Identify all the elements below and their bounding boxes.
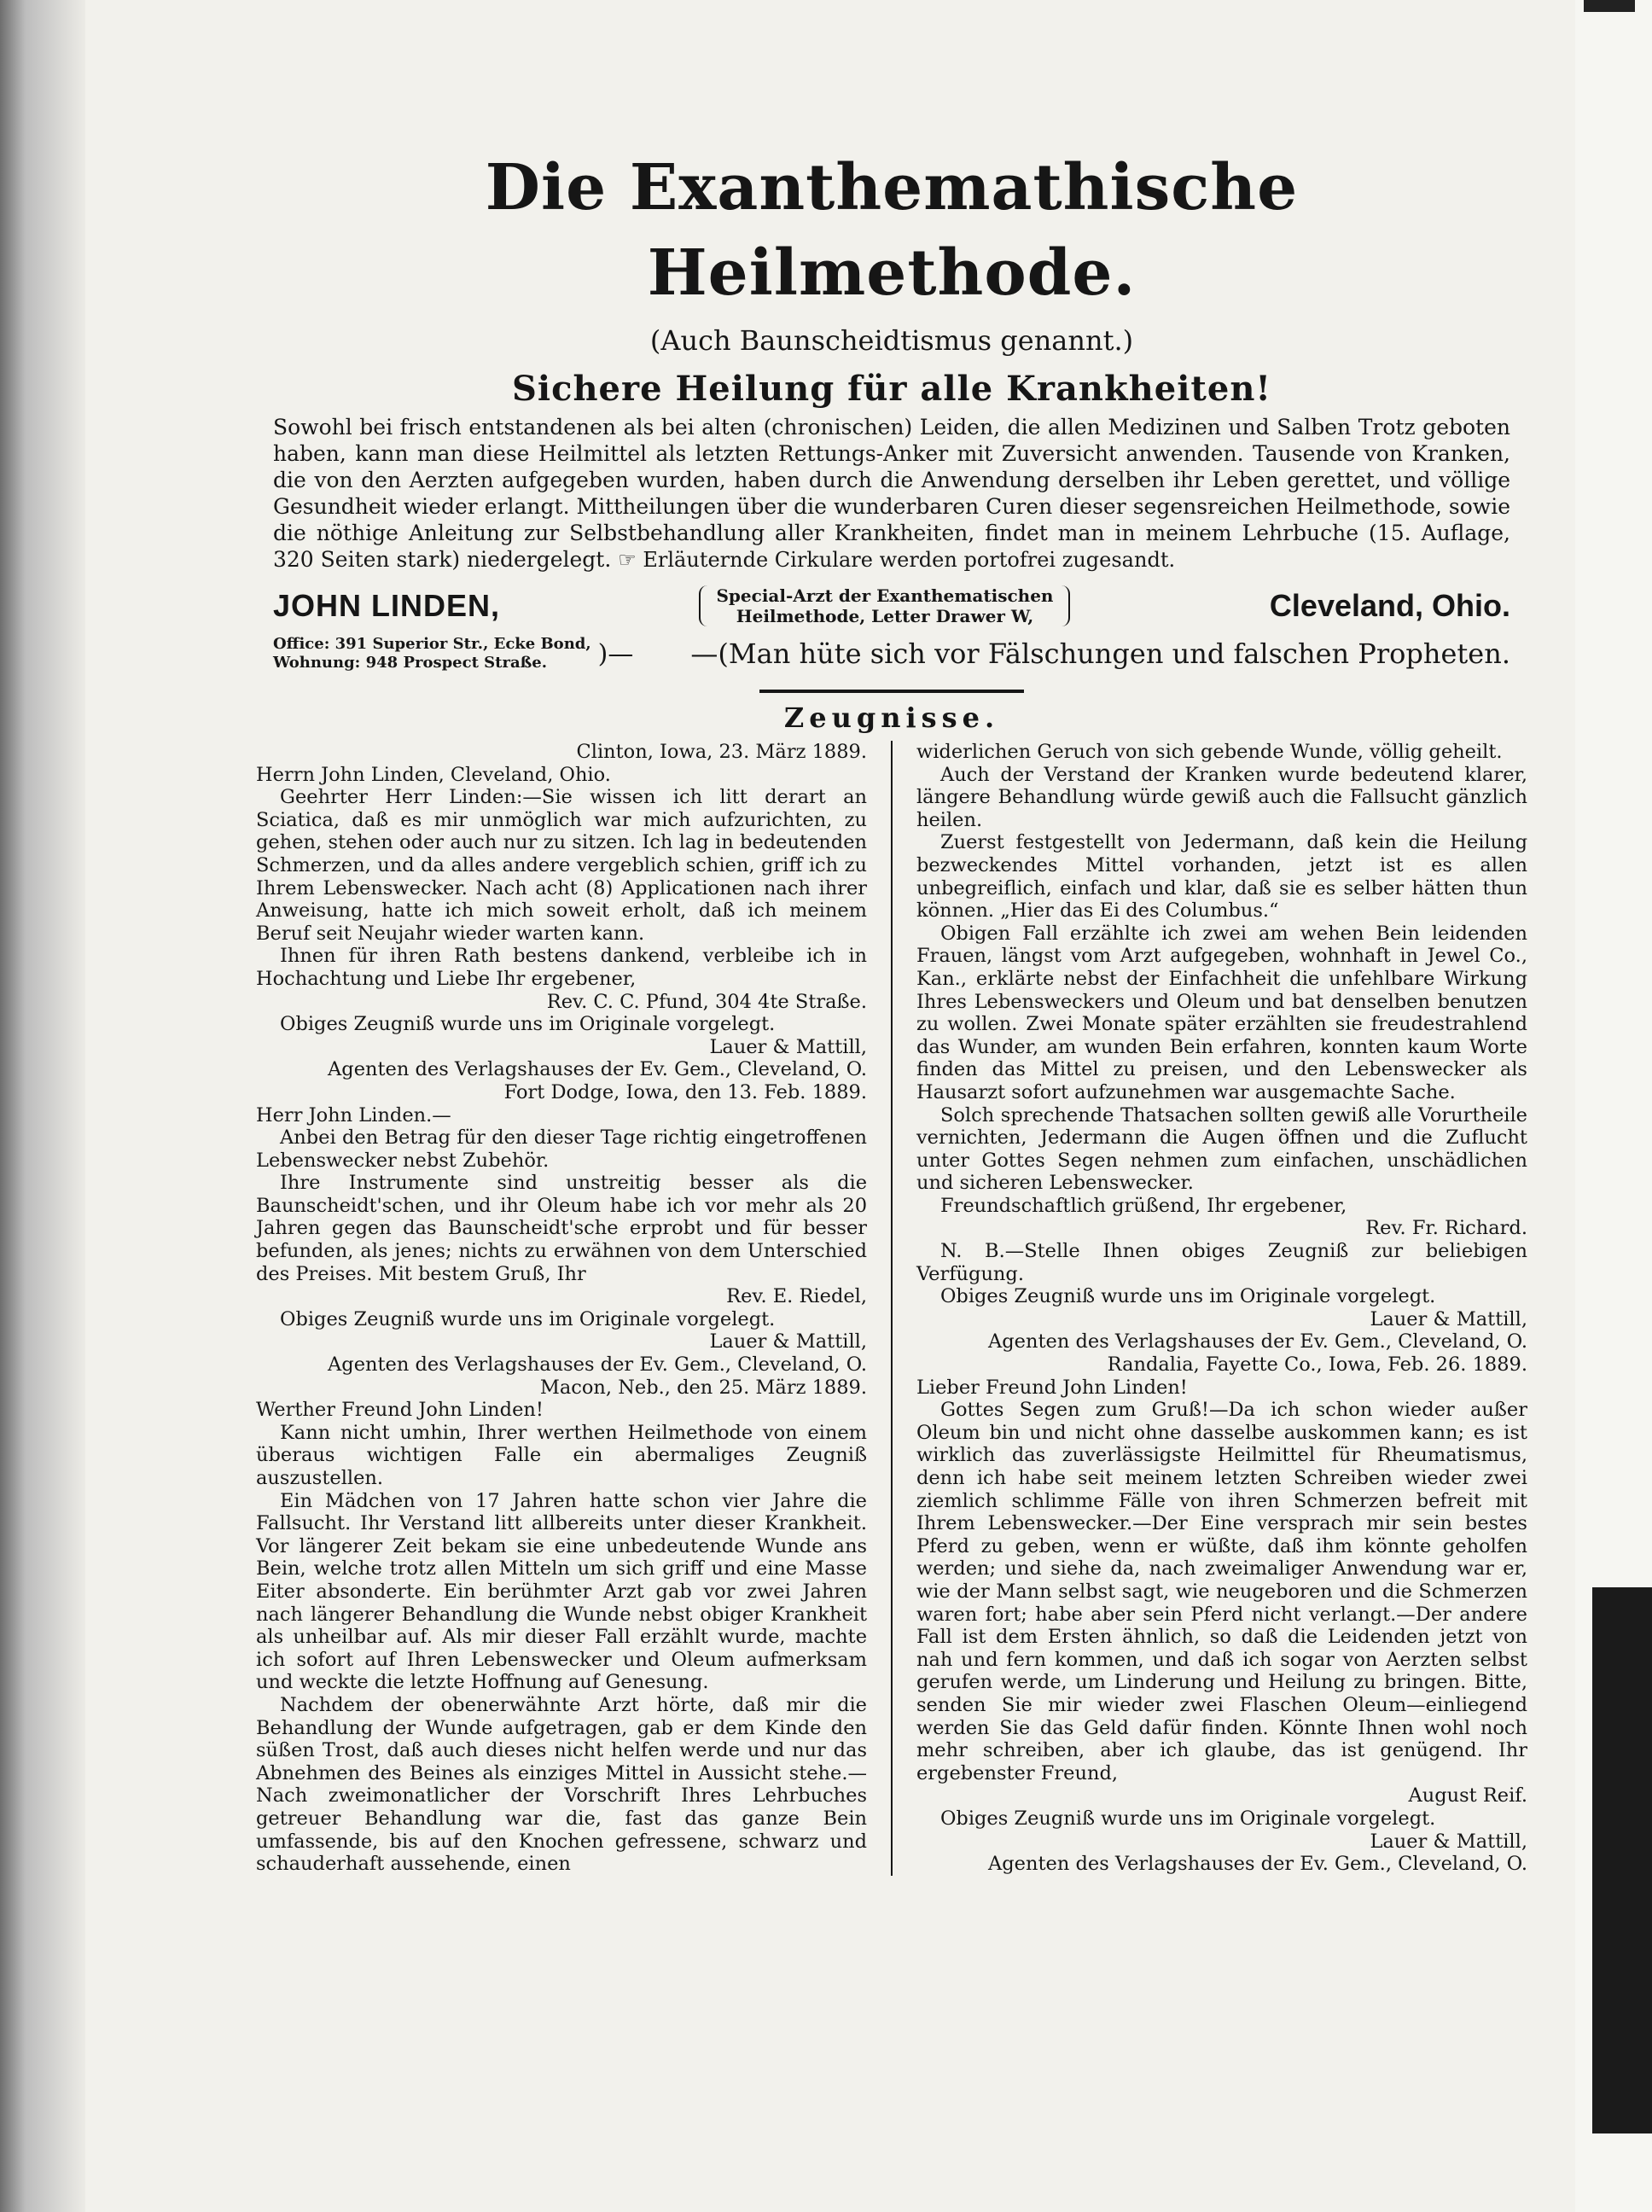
testimonial-line: Lauer & Mattill, [1370,1830,1527,1853]
testimonial-line: Lauer & Mattill, [1370,1307,1527,1330]
testimonial-line: Agenten des Verlagshauses der Ev. Gem., Cleveland, O. [988,1853,1527,1876]
testimonial-line: Geehrter Herr Linden:—Sie wissen ich litt derart an Sciatica, daß es mir unmöglich war mich aufzurichten, zu gehen, stehen oder auch nur zu sitzen. Ich lag in bedeutenden Schmerzen, und da alles andere vergeblich schien, griff ich zu Ihrem Lebenswecker. Nach acht (8) Applicationen nach ihrer Anweisung, hatte ich mich soweit erholt, daß ich meinem Beruf seit Neujahr wieder warten kann. [256,786,868,945]
warning-text: —(Man hüte sich vor Fälschungen und falschen Propheten. [690,637,1510,670]
scan-dark-strip [1592,1587,1652,2133]
testimonial-line: Freundschaftlich grüßend, Ihr ergebener, [939,1194,1347,1217]
testimonial-line: widerlichen Geruch von sich gebende Wunde, völlig geheilt. [916,741,1503,763]
testimonial-line: Macon, Neb., den 25. März 1889. [539,1376,868,1399]
left-column [256,741,867,1876]
residence-address: Wohnung: 948 Prospect Straße. [273,654,548,672]
testimonials-title: Zeugnisse. [783,701,1000,734]
right-column [916,741,1527,1876]
testimonial-line: Rev. Fr. Richard. [1365,1217,1527,1240]
testimonial-line: August Reif. [1408,1784,1527,1807]
advertiser-role [699,585,1070,626]
testimonial-line: Anbei den Betrag für den dieser Tage richtig eingetroffenen Lebenswecker nebst Zubehör. [256,1126,868,1172]
divider-rule [759,690,1024,693]
testimonial-line: Randalia, Fayette Co., Iowa, Feb. 26. 1889. [1107,1353,1527,1377]
signature-row [273,585,1510,626]
testimonial-line: Agenten des Verlagshauses der Ev. Gem., Cleveland, O. [988,1330,1527,1353]
testimonial-line: Ihnen für ihren Rath bestens dankend, verbleibe ich in Hochachtung und Liebe Ihr ergebener, [256,945,868,990]
testimonial-line: Kann nicht umhin, Ihrer werthen Heilmethode von einem überaus wichtigen Falle ein abermaliges Zeugniß auszustellen. [256,1421,868,1489]
testimonial-line: Agenten des Verlagshauses der Ev. Gem., Cleveland, O. [328,1353,868,1377]
testimonial-line: Obigen Fall erzählte ich zwei am wehen Bein leidenden Frauen, längst vom Arzt aufgegeben, wohnhaft in Jewel Co., Kan., erklärte nebst der Einfachheit die unfehlbare Wirkung Ihres Lebensweckers und Oleum und bat denselben benutzen zu wollen. Zwei Monate später erzählten sie freudestrahlend das Wunder, am wunden Bein erfahren, konnten kaum Worte finden das Mittel zu preisen, und den Lebenswecker als Hausarzt sofort aufzunehmen war ausgemachte Sache. [916,922,1527,1103]
testimonial-line: Nachdem der obenerwähnte Arzt hörte, daß mir die Behandlung der Wunde aufgetragen, gab er dem Kinde den süßen Trost, daß auch dieses nicht helfen werde und nur das Abnehmen des Beines als einziges Mittel in Aussicht stehe.—Nach zweimonatlicher der Vorschrift Ihres Lehrbuches getreuer Behandlung war die, fast das ganze Bein umfassende, bis auf den Knochen gefressene, schwarz und schauderhaft aussehende, einen [256,1693,868,1876]
testimonial-line: Solch sprechende Thatsachen sollten gewiß alle Vorurtheile vernichten, Jedermann die Augen öffnen und die Zuflucht unter Gottes Segen nehmen zum einfachen, unschädlichen und sicheren Lebenswecker. [916,1103,1527,1195]
testimonial-line: Lieber Freund John Linden! [916,1376,1188,1399]
testimonial-line: Agenten des Verlagshauses der Ev. Gem., Cleveland, O. [328,1058,868,1081]
testimonial-line: Obiges Zeugniß wurde uns im Originale vorgelegt. [939,1807,1436,1830]
subtitle: (Auch Baunscheidtismus genannt.) [649,324,1134,357]
testimonial-line: Lauer & Mattill, [709,1035,868,1058]
role-line-2: Heilmethode, Letter Drawer W, [736,606,1034,626]
testimonial-line: N. B.—Stelle Ihnen obiges Zeugniß zur beliebigen Verfügung. [916,1240,1527,1285]
page-title: Die Exanthemathische Heilmethode. [485,151,1299,310]
testimonial-line: Herrn John Linden, Cleveland, Ohio. [256,763,611,786]
testimonial-line: Gottes Segen zum Gruß!—Da ich schon wieder außer Oleum bin und nicht ohne dasselbe auskommen kann; es ist wirklich das zuverlässigste Heilmittel für Rheumatismus, denn ich habe seit meinem letzten Schreiben wieder zwei ziemlich schlimme Fälle von ihren Schmerzen befreit mit Ihrem Lebenswecker.—Der Eine versprach mir sein bestes Pferd zu geben, wenn er wüßte, daß ihm könnte geholfen werden; und siehe da, nach zweimaliger Anwendung war er, wie der Mann selbst sagt, wie neugeboren und die Schmerzen waren fort; habe aber sein Pferd nicht verlangt.—Der andere Fall ist dem Ersten ähnlich, so daß die Leidenden jetzt von nah und fern kommen, und daß ich sogar von Aerzten selbst gerufen werde, um Linderung und Heilung zu bringen. Bitte, senden Sie mir wieder zwei Flaschen Oleum—einliegend werden Sie das Geld dafür finden. Könnte Ihnen wohl noch mehr schreiben, aber ich glaube, das ist genügend. Ihr ergebenster Freund, [916,1399,1527,1784]
testimonial-line: Rev. E. Riedel, [726,1285,868,1308]
testimonial-line: Obiges Zeugniß wurde uns im Originale vorgelegt. [280,1013,776,1036]
testimonial-line: Clinton, Iowa, 23. März 1889. [576,741,868,763]
testimonial-line: Fort Dodge, Iowa, den 13. Feb. 1889. [503,1080,868,1103]
brace-dash: )— [597,638,634,669]
testimonial-line: Zuerst festgestellt von Jedermann, daß kein die Heilung bezweckendes Mittel vorhanden, jetzt ist es allen unbegreiflich, einfach und klar, daß sie es selber hätten thun können. „Hier das Ei des Columbus.“ [916,831,1527,923]
intro-note: ☞ Erläuternde Cirkulare werden portofrei zugesandt. [618,548,1176,572]
testimonial-line: Ihre Instrumente sind unstreitig besser als die Baunscheidt'schen, und ihr Oleum habe ich vor mehr als 20 Jahren gegen das Baunscheidt'sche erprobt und für besser befunden, als jenes; nichts zu erwähnen von dem Unterschied des Preises. Mit bestem Gruß, Ihr [256,1172,868,1285]
scan-border-left [0,0,85,2212]
testimonial-line: Obiges Zeugniß wurde uns im Originale vorgelegt. [939,1285,1436,1308]
document-page [256,145,1527,2074]
testimonial-line: Obiges Zeugniß wurde uns im Originale vorgelegt. [280,1307,776,1330]
address-row [273,635,1510,672]
address-block [273,635,591,672]
testimonial-line: Ein Mädchen von 17 Jahren hatte schon vier Jahre die Fallsucht. Ihr Verstand litt allbereits unter dieser Krankheit. Vor längerer Zeit bekam sie eine unbedeutende Wunde ans Bein, welche trotz allen Mitteln um sich griff und eine Masse Eiter absonderte. Ein berühmter Arzt gab vor zwei Jahren nach längerer Behandlung die Wunde nebst obiger Krankheit als unheilbar auf. Als mir dieser Fall erzählt wurde, machte ich sofort auf Ihren Lebenswecker und Oleum aufmerksam und weckte die letzte Hoffnung auf Genesung. [256,1489,868,1694]
testimonial-line: Werther Freund John Linden! [256,1399,544,1422]
testimonial-line: Rev. C. C. Pfund, 304 4te Straße. [546,990,868,1013]
scan-top-mark [1584,0,1635,12]
testimonial-line: Herr John Linden.— [256,1103,451,1126]
testimonial-line: Lauer & Mattill, [709,1330,868,1353]
testimonials-columns [256,741,1527,1876]
intro-paragraph [273,414,1510,573]
headline: Sichere Heilung für alle Krankheiten! [512,369,1271,409]
advertiser-name: JOHN LINDEN, [273,588,501,623]
advertiser-city: Cleveland, Ohio. [1269,588,1510,623]
office-address: Office: 391 Superior Str., Ecke Bond, [273,635,591,653]
intro-text: Sowohl bei frisch entstandenen als bei alten (chronischen) Leiden, die allen Medizinen und Salben Trotz geboten haben, kann man diese Heilmittel als letzten Rettungs-Anker mit Zuversicht anwenden. Tausende von Kranken, die von den Aerzten aufgegeben wurden, haben durch die Anwendung derselben ihr Leben gerettet, und völlige Gesundheit wieder erlangt. Mittheilungen über die wunderbaren Curen dieser segensreichen Heilmethode, sowie die nöthige Anleitung zur Selbstbehandlung aller Krankheiten, findet man in meinem Lehrbuche (15. Auflage, 320 Seiten stark) niedergelegt. [273,415,1510,572]
role-line-1: Special-Arzt der Exanthematischen [716,585,1054,606]
column-divider [891,741,893,1876]
testimonial-line: Auch der Verstand der Kranken wurde bedeutend klarer, längere Behandlung würde gewiß auch die Fallsucht gänzlich heilen. [916,763,1527,831]
